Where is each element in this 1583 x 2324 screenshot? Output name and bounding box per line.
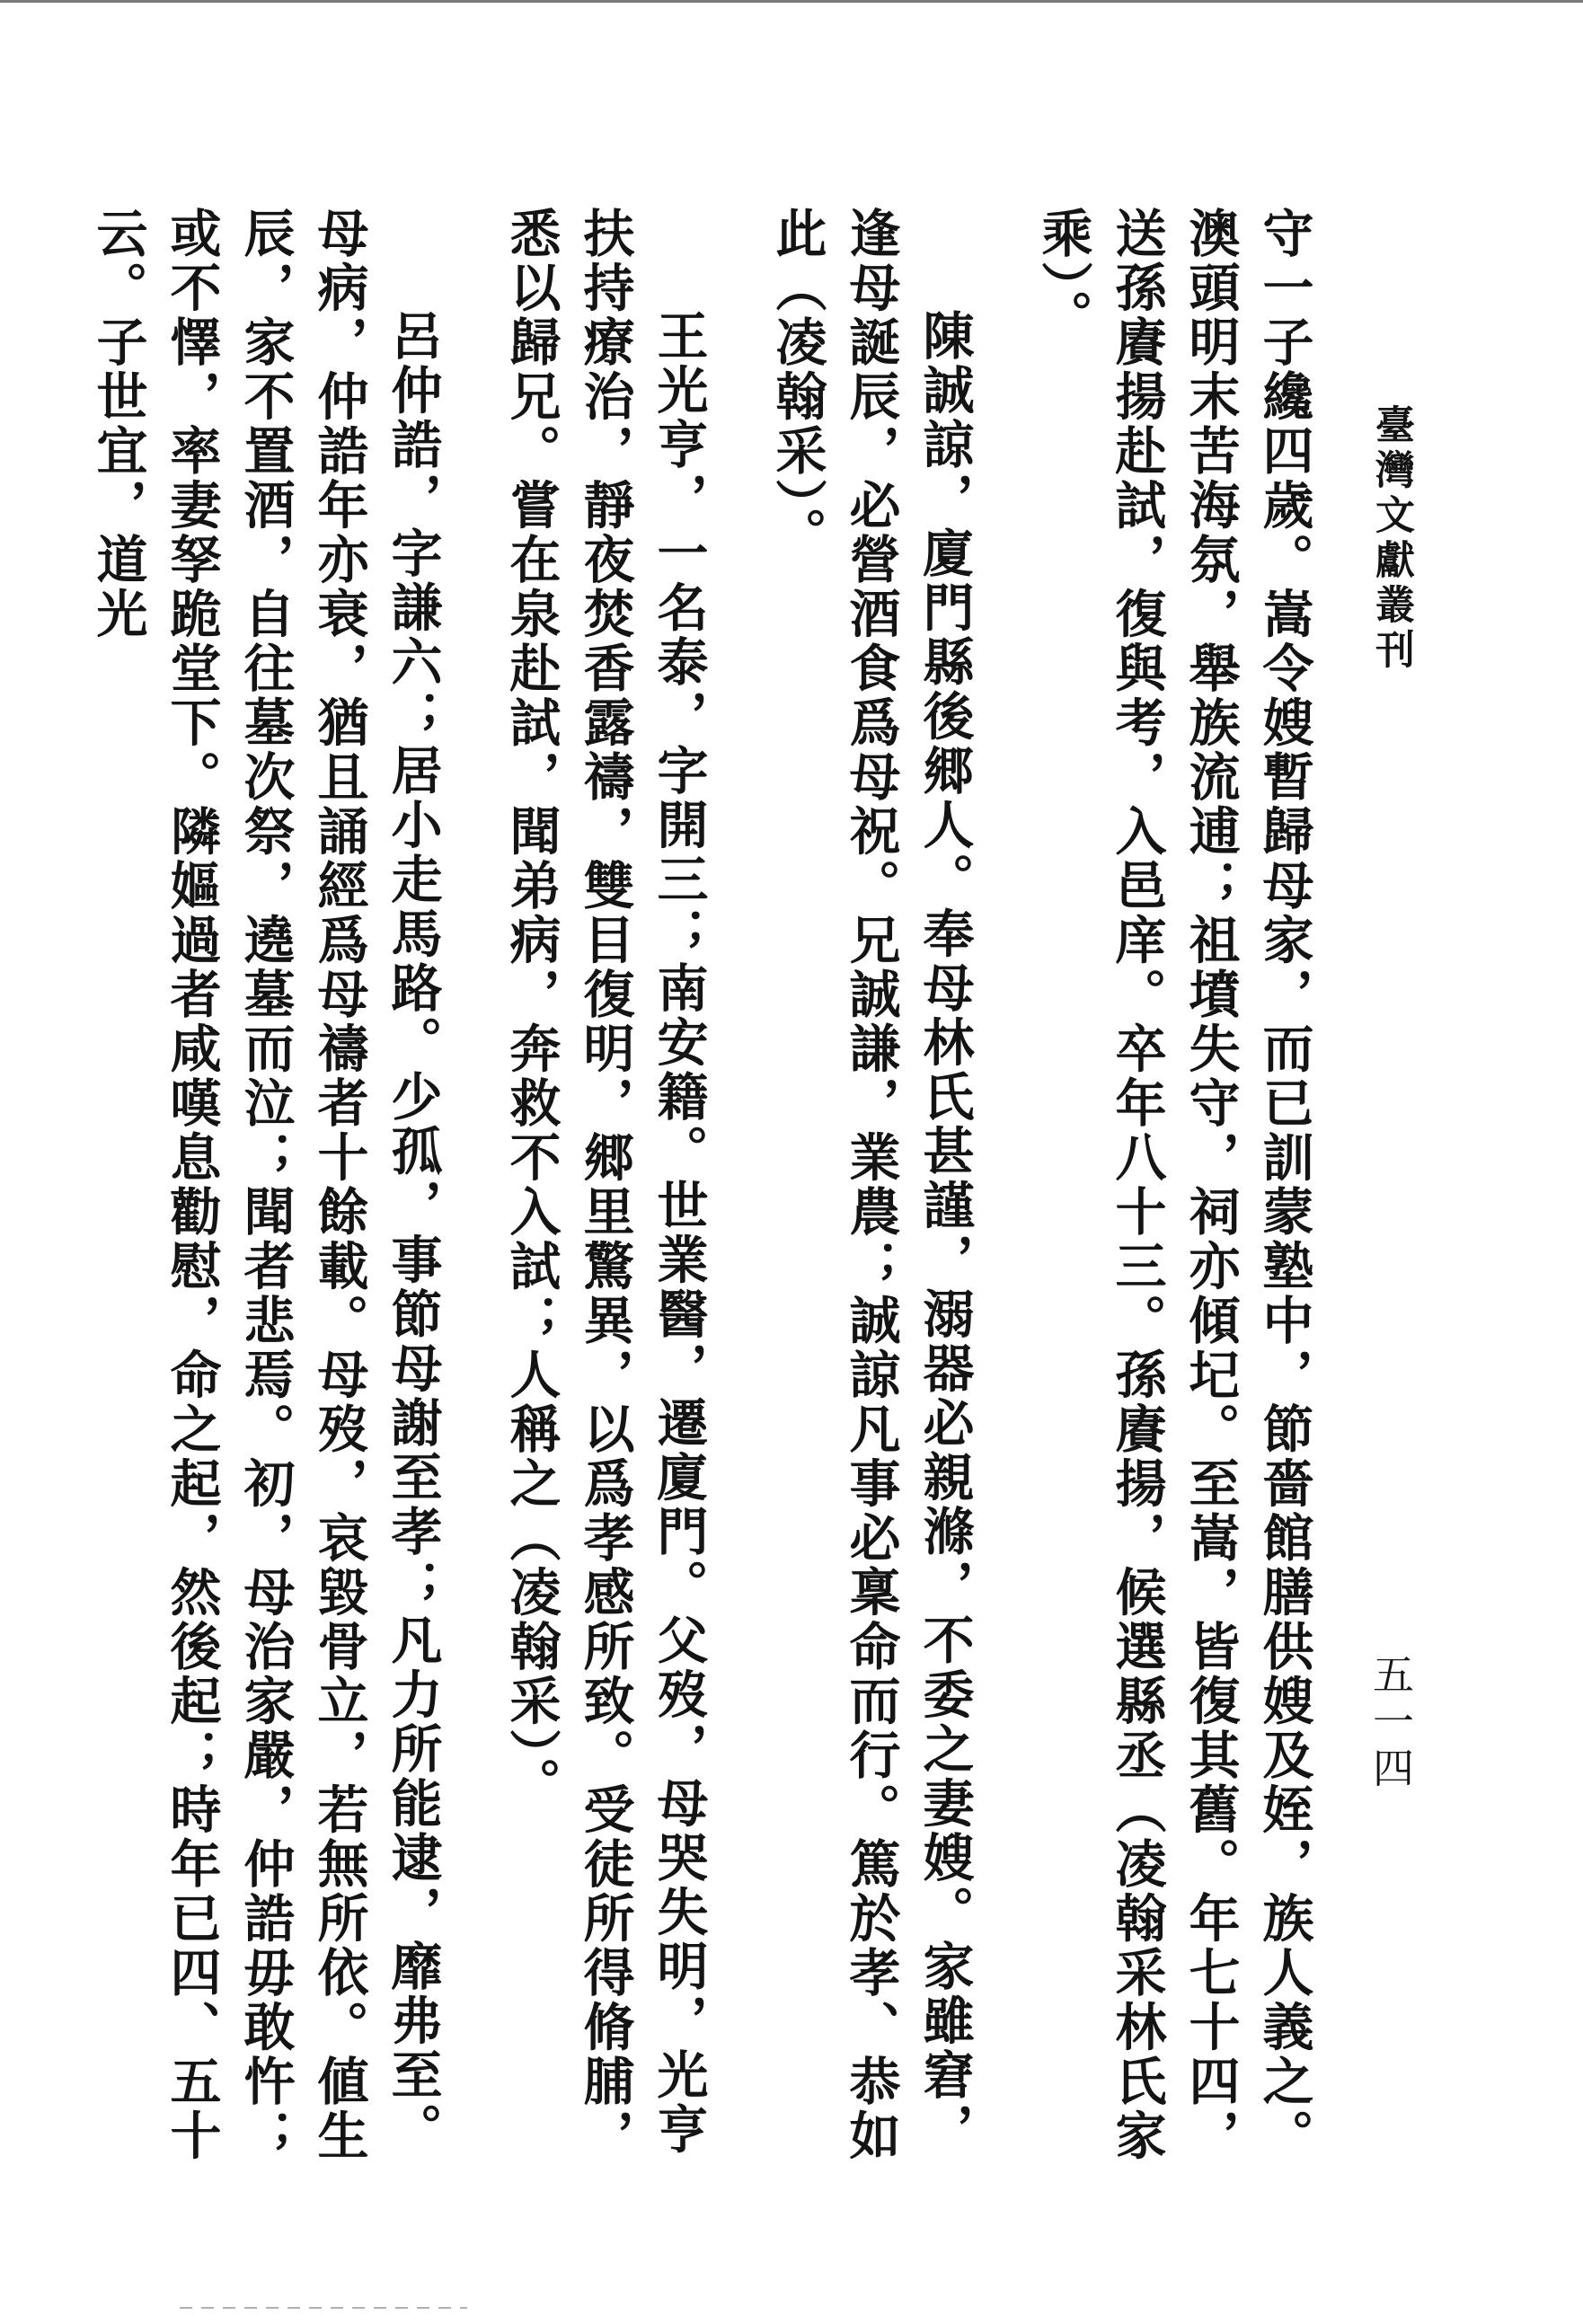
paragraph-wang-guangheng: 王光亨，一名泰，字開三；南安籍。世業醫，遷廈門。父歿，母哭失明，光亨扶持療治，靜夜焚香露禱，雙目復明，郷里驚異，以爲孝感所致。受徒所得脩脯，悉以歸兄。嘗在泉赴試，聞弟病，奔救不入試；人稱之（凌翰采）。 [501,207,709,2163]
paragraph-lin-family-continuation: 守一子纔四歲。嵩令嫂暫歸母家，而已訓蒙塾中，節嗇館膳供嫂及姪，族人義之。澳頭明末苦海氛，舉族流逋；祖墳失守，祠亦傾圮。至嵩，皆復其舊。年七十四，送孫賡揚赴試，復與考，入邑庠。卒年八十三。孫賡揚，候選縣丞（凌翰采林氏家乘）。 [1033,207,1314,2163]
paragraph-lu-zhonggao: 呂仲誥，字謙六；居小走馬路。少孤，事節母謝至孝；凡力所能逮，靡弗至。母病，仲誥年亦衰，猶且誦經爲母禱者十餘載。母歿，哀毀骨立，若無所依。値生辰，家不置酒，自往墓次祭，遶墓而泣；聞者悲焉。初，母治家嚴，仲誥毋敢忤；或不懌，率妻孥跪堂下。隣嫗過者咸嘆息勸慰，命之起，然後起；時年已四、五十云。子世宜，道光 [88,207,443,2163]
running-header-title: 臺灣文獻叢刊 [1368,404,1414,674]
vertical-body-text [88,207,1321,2165]
footer-scan-mark [180,2307,467,2309]
paragraph-chen-chengliang: 陳誠諒，廈門縣後郷人。奉母林氏甚謹，溺器必親滌，不委之妻嫂。家雖窘，逢母誕辰，必營酒食爲母祝。兄誠謙，業農；誠諒凡事必稟命而行。篤於孝、恭如此（凌翰采）。 [767,207,975,2163]
page-top-border [0,0,1583,3]
page-number: 五一四 [1366,1653,1415,1793]
